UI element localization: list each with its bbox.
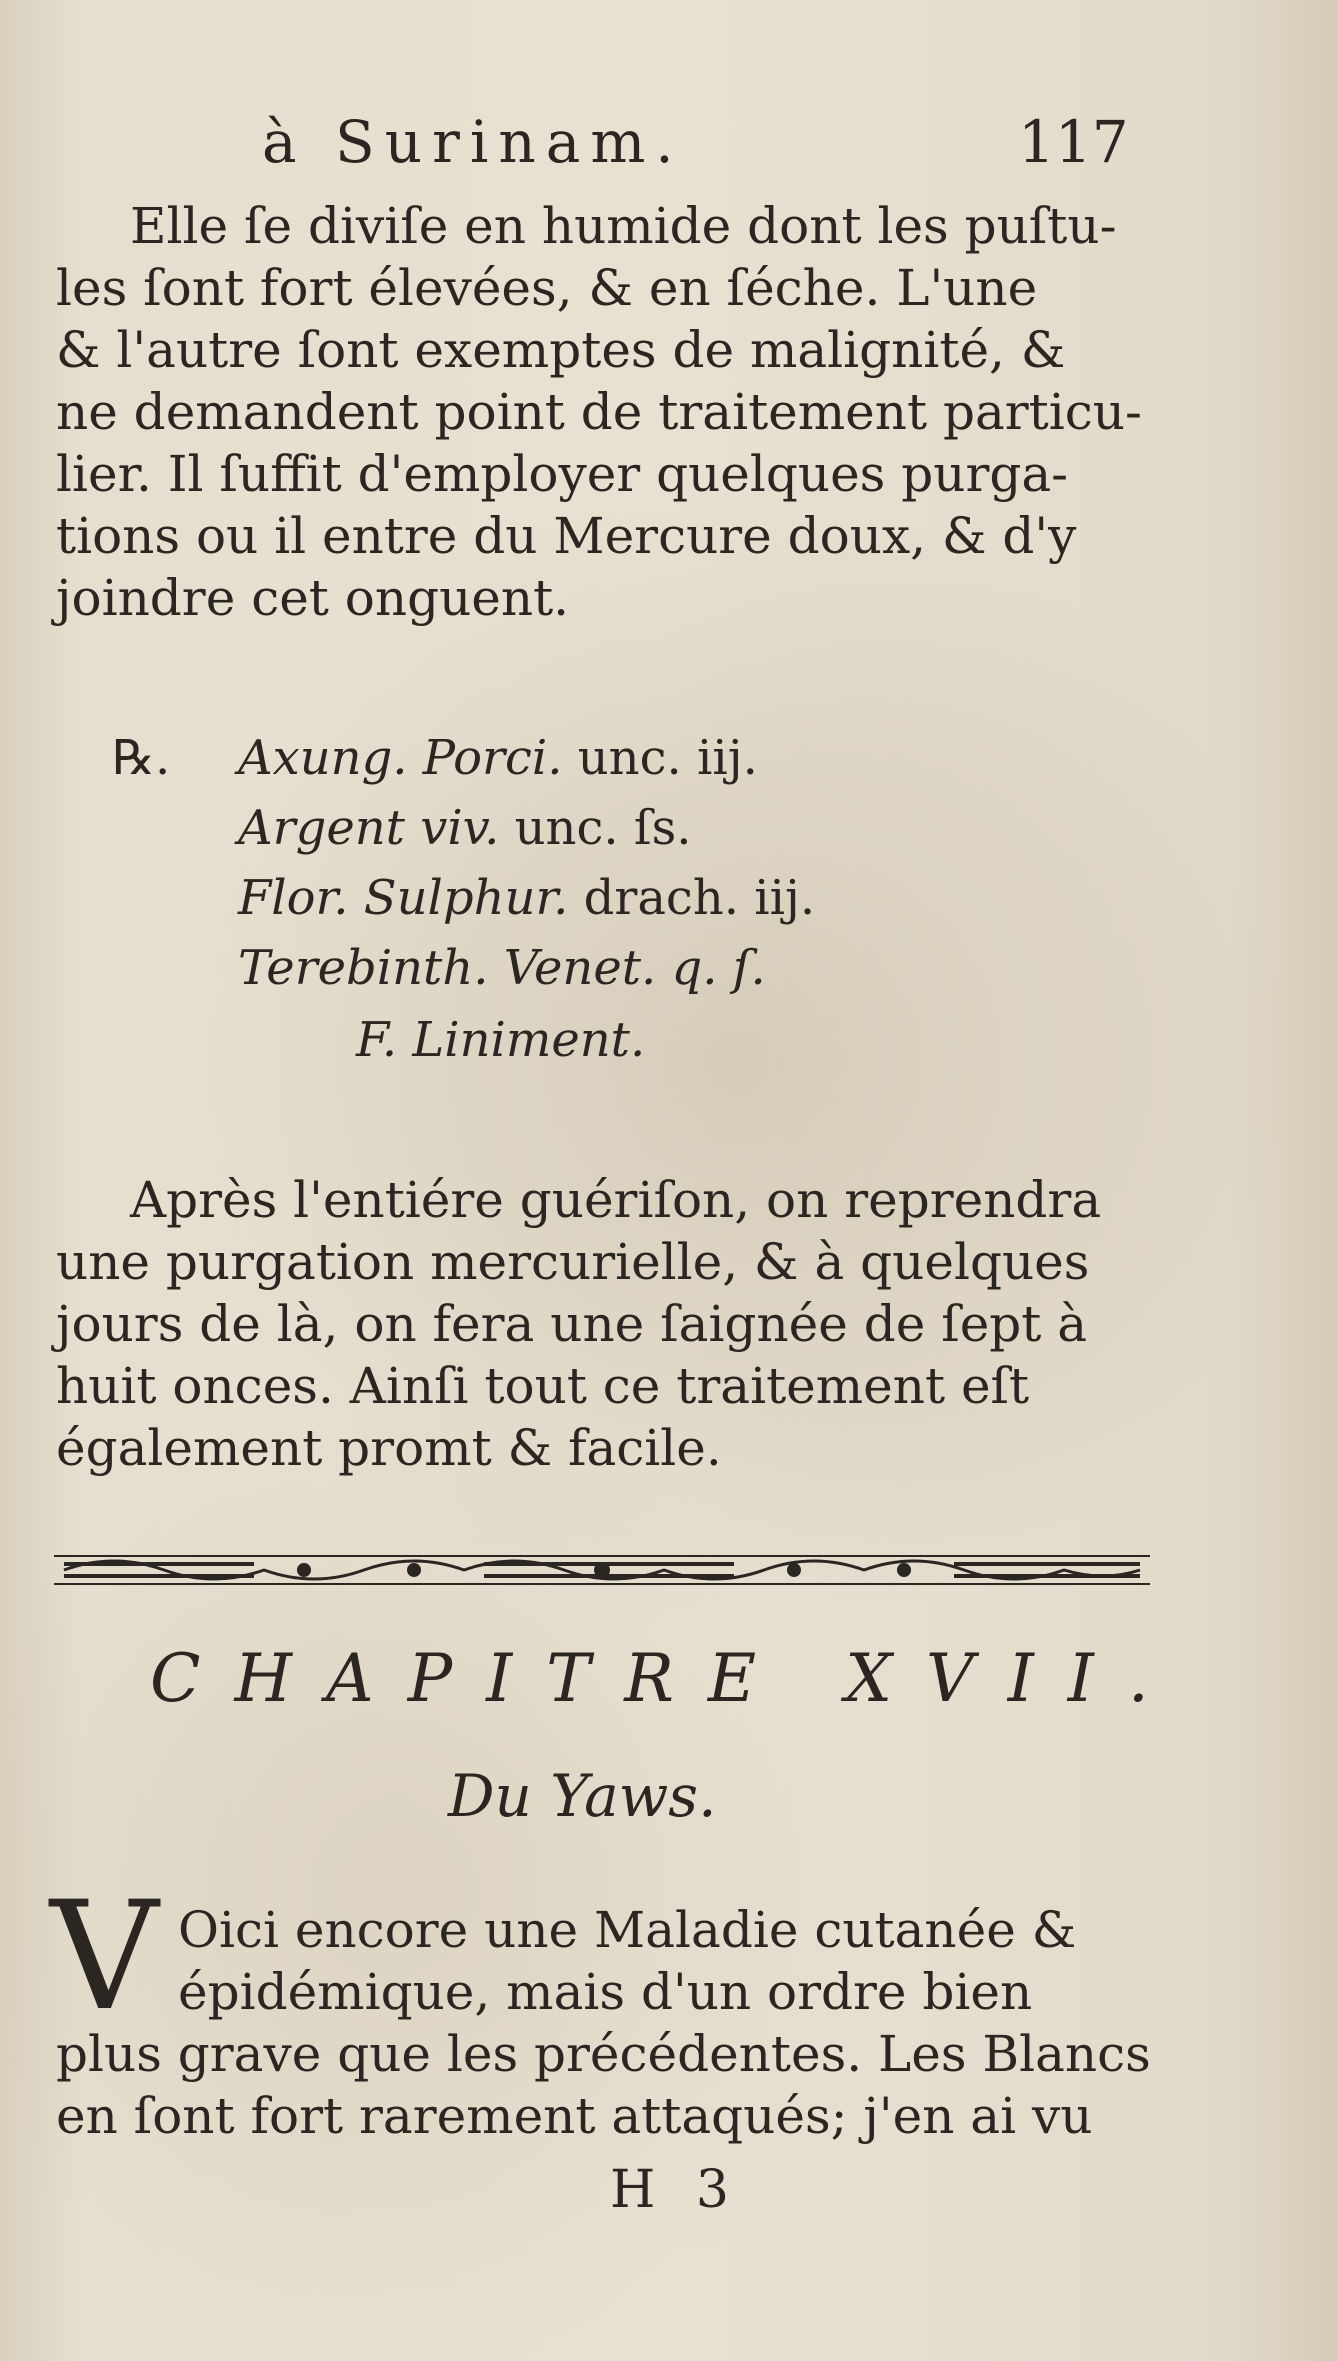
recipe-item-3-latin: Flor. Sulphur. [238,870,569,926]
para2-line-2: une purgation mercurielle, & à quelques [56,1233,1090,1291]
para1-line-6: tions ou il entre du Mercure doux, & d'y [56,507,1077,565]
para1-line-2: les ſont fort élevées, & en ſéche. L'une [56,259,1038,317]
recipe-item-1-latin: Axung. Porci. [238,730,563,786]
recipe-item-1 [238,730,758,786]
page-number: 117 [1018,108,1129,176]
recipe-item-1-dose: unc. iij. [577,730,758,786]
recipe-item-4-latin: Terebinth. Venet. q. ſ. [238,940,766,996]
chapter-title: Du Yaws. [448,1762,717,1830]
para3-line-4: en ſont fort rarement attaqués; j'en ai vu [56,2087,1093,2145]
para1-line-3: & l'autre ſont exemptes de malignité, & [56,321,1066,379]
recipe-final: F. Liniment. [356,1012,646,1068]
recipe-item-2-latin: Argent viv. [238,800,500,856]
ornament-band [54,1542,1150,1598]
recipe-item-2-dose: unc. ſs. [514,800,692,856]
recipe-item-4 [238,940,766,996]
para3-line-2: épidémique, mais d'un ordre bien [178,1963,1033,2021]
para2-line-5: également promt & facile. [56,1419,722,1477]
running-title: à Surinam. [262,108,684,176]
running-header [0,108,1337,188]
recipe-item-2 [238,800,692,856]
para2-line-4: huit onces. Ainſi tout ce traitement eſt [56,1357,1030,1415]
recipe-item-3-dose: drach. iij. [583,870,816,926]
recipe-item-3 [238,870,815,926]
para1-line-1: Elle ſe diviſe en humide dont les puſtu- [130,197,1117,255]
drop-cap: V [50,1870,159,2044]
para3-line-1: Oici encore une Maladie cutanée & [178,1901,1077,1959]
para1-line-7: joindre cet onguent. [56,569,570,627]
recipe-symbol: ℞. [112,730,171,786]
chapter-heading: CHAPITRE XVII. [150,1640,1183,1717]
signature-mark: H 3 [610,2160,741,2220]
para3-line-3: plus grave que les précédentes. Les Blancs [56,2025,1151,2083]
para2-line-3: jours de là, on fera une ſaignée de ſept à [56,1295,1088,1353]
para1-line-4: ne demandent point de traitement particu- [56,383,1142,441]
para2-line-1: Après l'entiére guériſon, on reprendra [130,1171,1102,1229]
para1-line-5: lier. Il ſuffit d'employer quelques purga- [56,445,1069,503]
